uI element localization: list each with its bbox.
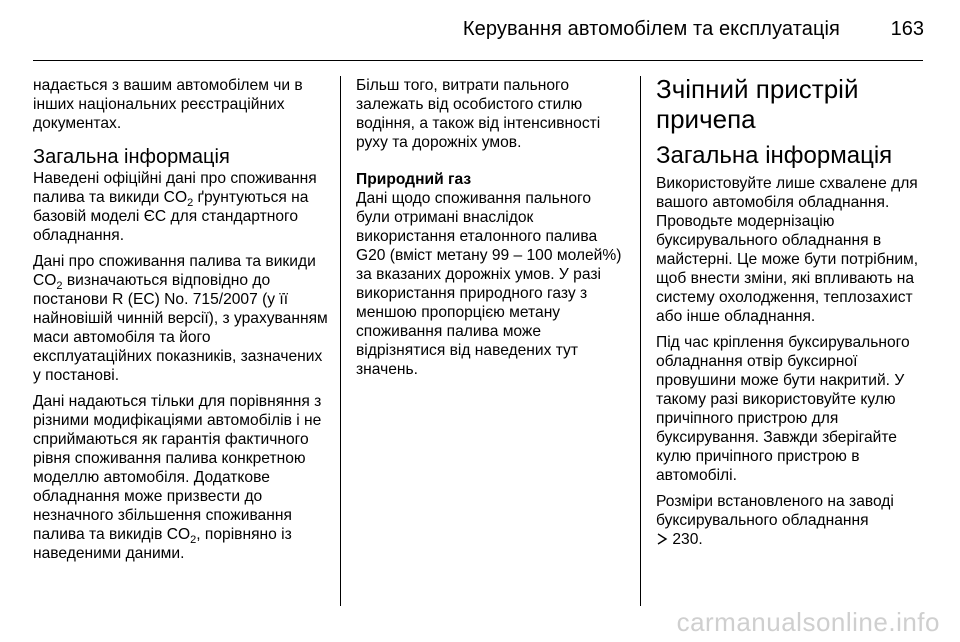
paragraph: Більш того, витрати пального залежать від особистого стилю водіння, а також від інтенсивності руху та дорожніх умов. bbox=[356, 77, 601, 151]
paragraph: Дані щодо споживання пального були отримані внаслідок використання еталонного палива G20 (вміст метану 99 – 100 молей%) за вказаних дорожніх умов. У разі використання природного газу з меншою пропорцією метану споживання палива може відрізнятися від наведених тут значень. bbox=[356, 190, 622, 378]
page-reference-arrow-icon bbox=[656, 531, 668, 543]
sub-heading: Природний газ bbox=[356, 171, 472, 188]
header-rule bbox=[33, 60, 923, 61]
column-middle bbox=[356, 76, 626, 386]
page-header bbox=[0, 0, 960, 62]
section-heading: Загальна інформація bbox=[656, 142, 893, 169]
page-reference-link[interactable]: 230. bbox=[672, 531, 703, 548]
paragraph: Під час кріплення буксирувального обладнання отвір буксирної провушини може бути накритий. У такому разі використовуйте кулю причіпного пристрою для буксирування. Завжди зберігайте кулю причіпного пристрою в автомобілі. bbox=[656, 334, 910, 484]
paragraph: надається з вашим автомобілем чи в інших національних реєстраційних документах. bbox=[33, 77, 303, 132]
paragraph: Використовуйте лише схвалене для вашого автомобіля обладнання. Проводьте модернізацію буксирувального обладнання в майстерні. Це може бути потрібним, щоб внести зміни, які впливають на систему охолодження, теплозахист або інше обладнання. bbox=[656, 175, 919, 325]
column-divider bbox=[640, 76, 641, 606]
page-number: 163 bbox=[890, 18, 924, 40]
column-left bbox=[33, 76, 329, 570]
paragraph: Наведені офіційні дані про споживання палива та викиди $CO_2$ ґрунтуються на базовій моделі ЄС для стандартного обладнання. bbox=[33, 170, 317, 244]
column-divider bbox=[340, 76, 341, 606]
paragraph: Розміри встановленого на заводі буксирувального обладнання 230. bbox=[656, 493, 894, 548]
section-heading: Загальна інформація bbox=[33, 146, 230, 168]
column-right bbox=[656, 76, 924, 556]
paragraph: Дані про споживання палива та викиди $CO_2$ визначаються відповідно до постанови R (EC) No. 715/2007 (у її найновішій чинній версії), з урахуванням маси автомобіля та його експлуатаційних показників, зазначених у постанові. bbox=[33, 253, 328, 384]
chapter-heading: Зчіпний пристрій причепа bbox=[656, 74, 859, 134]
watermark: carmanualsonline.info bbox=[676, 607, 940, 637]
paragraph: Дані надаються тільки для порівняння з різними модифікаціями автомобілів і не сприймаються як гарантія фактичного рівня споживання палива конкретною моделлю автомобіля. Додаткове обладнання може призвести до незначного збільшення споживання палива та викидів $CO_2$, порівняно із наведеними даними. bbox=[33, 393, 322, 562]
header-title: Керування автомобілем та експлуатація bbox=[462, 18, 840, 40]
